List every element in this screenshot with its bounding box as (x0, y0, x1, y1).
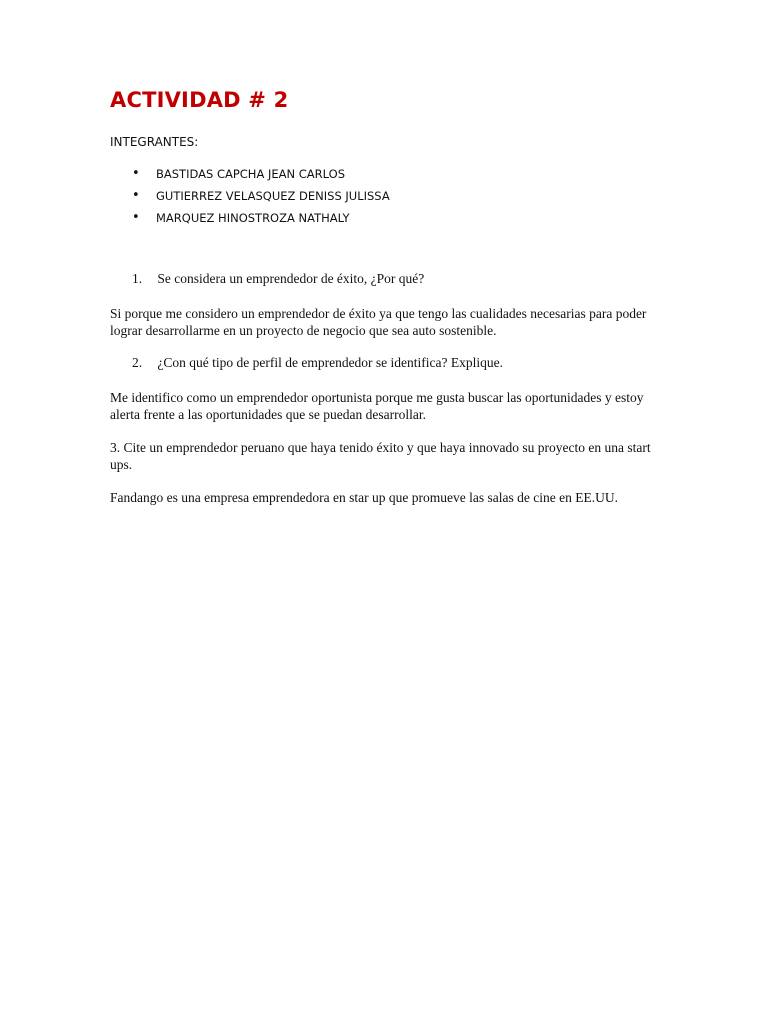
list-item (110, 186, 390, 208)
members-label: INTEGRANTES: (110, 135, 199, 149)
question-1 (110, 271, 424, 287)
question-text: ¿Con qué tipo de perfil de emprendedor se identifica? Explique. (157, 355, 504, 370)
bullet-icon: • (132, 166, 140, 181)
bullet-icon: • (132, 188, 140, 203)
page-title: ACTIVIDAD # 2 (110, 88, 289, 112)
members-list (110, 164, 390, 230)
question-2 (110, 355, 503, 371)
bullet-icon: • (132, 210, 140, 225)
member-name: MARQUEZ HINOSTROZA NATHALY (156, 211, 350, 225)
answer-1: Si porque me considero un emprendedor de éxito ya que tengo las cualidades necesarias para poder lograr desarrollarme en un proyecto de negocio que sea auto sostenible. (110, 306, 647, 338)
list-item (110, 208, 390, 230)
question-number: 2. (132, 355, 143, 370)
question-3: 3. Cite un emprendedor peruano que haya tenido éxito y que haya innovado su proyecto en una start ups. (110, 440, 651, 472)
question-number: 1. (132, 271, 143, 286)
list-item (110, 164, 390, 186)
question-text: Se considera un emprendedor de éxito, ¿Por qué? (157, 271, 425, 286)
member-name: GUTIERREZ VELASQUEZ DENISS JULISSA (156, 189, 390, 203)
answer-3: Fandango es una empresa emprendedora en star up que promueve las salas de cine en EE.UU. (110, 490, 618, 505)
answer-2: Me identifico como un emprendedor oportunista porque me gusta buscar las oportunidades y estoy alerta frente a las oportunidades que se puedan desarrollar. (110, 390, 644, 422)
member-name: BASTIDAS CAPCHA JEAN CARLOS (156, 167, 345, 181)
